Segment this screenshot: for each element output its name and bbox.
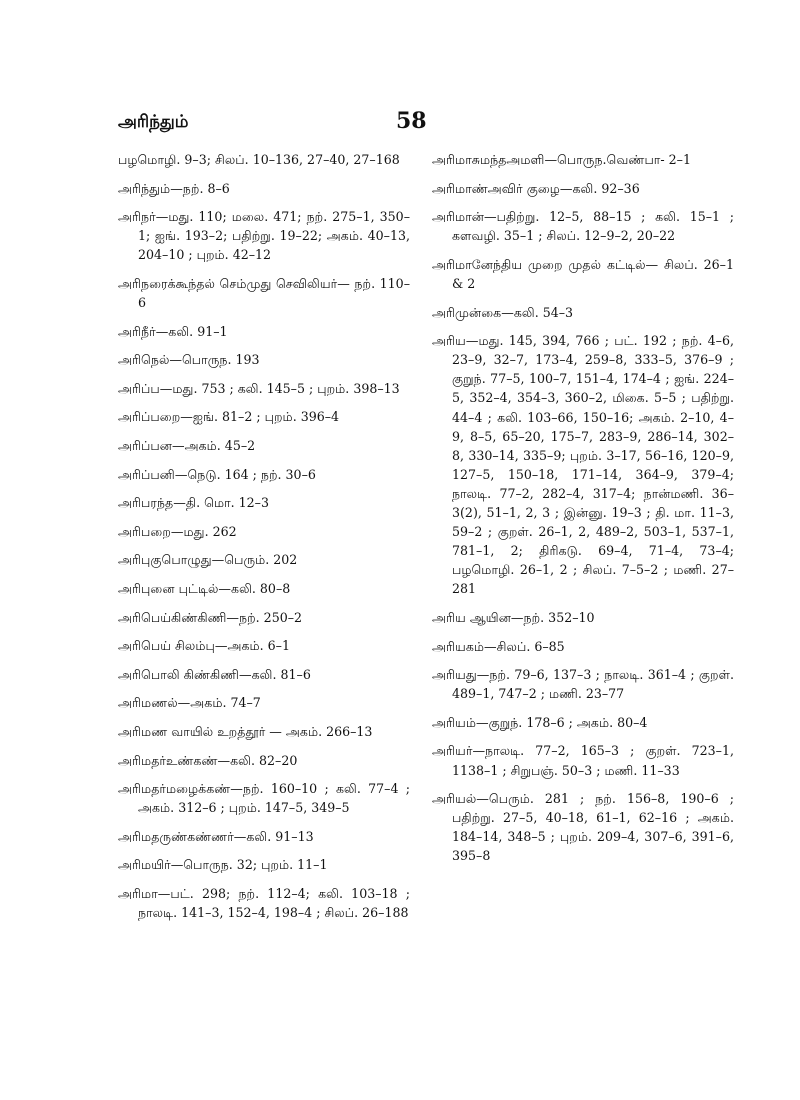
- index-entry: அரிமயிர்—பொருந. 32; புறம். 11–1: [118, 857, 328, 873]
- index-entry: அரியல்—பெரும். 281 ; நற். 156–8, 190–6 ; பதிற்று. 27–5, 40–18, 61–1, 62–16 ; அகம். 184–14, 348–5 ; புறம். 209–4, 307–6, 391–6, 395–8: [432, 791, 734, 864]
- index-entry: அரிந்தும்—நற். 8–6: [118, 180, 230, 196]
- left-column: [118, 150, 410, 932]
- index-entry: அரிப்பன—அகம். 45–2: [118, 438, 256, 454]
- index-entry: அரிமாண்அவிர் குழை—கலி. 92–36: [432, 180, 640, 196]
- index-entry: பழமொழி. 9–3; சிலப். 10–136, 27–40, 27–168: [118, 152, 400, 167]
- index-entry: அரிப்பறை—ஐங். 81–2 ; புறம். 396–4: [118, 409, 340, 425]
- index-entry: அரிநர்—மது. 110; மலை. 471; நற். 275–1, 350–1; ஐங். 193–2; பதிற்று. 19–22; அகம். 40–13, 204–10 ; புறம். 42–12: [118, 209, 410, 263]
- index-entry: அரிமாசுமந்தஅமளி—பொருந.வெண்பா- 2–1: [432, 152, 691, 167]
- index-entry: அரிபறை—மது. 262: [118, 523, 237, 539]
- right-column: [432, 150, 734, 875]
- index-entry: அரியகம்—சிலப். 6–85: [432, 638, 565, 654]
- index-entry: அரிமுன்கை—கலி. 54–3: [432, 304, 574, 320]
- index-entry: அரிமதர்மழைக்கண்—நற். 160–10 ; கலி. 77–4 ; அகம். 312–6 ; புறம். 147–5, 349–5: [118, 781, 410, 816]
- index-entry: அரிபுகுபொழுது—பெரும். 202: [118, 552, 298, 568]
- index-entry: அரிமான்—பதிற்று. 12–5, 88–15 ; கலி. 15–1 ; களவழி. 35–1 ; சிலப். 12–9–2, 20–22: [432, 209, 734, 244]
- index-entry: அரிபெய் சிலம்பு—அகம். 6–1: [118, 638, 290, 654]
- index-entry: அரிபெய்கிண்கிணி—நற். 250–2: [118, 609, 303, 625]
- index-entry: அரிபுனை புட்டில்—கலி. 80–8: [118, 581, 291, 596]
- index-entry: அரிமணல்—அகம். 74–7: [118, 695, 261, 711]
- running-head-word: அரிந்தும்: [118, 112, 189, 132]
- index-entry: அரிநெல்—பொருந. 193: [118, 352, 260, 368]
- index-entry: அரிபரந்த—தி. மொ. 12–3: [118, 495, 269, 511]
- index-entry: அரிமதருண்கண்ணர்—கலி. 91–13: [118, 828, 314, 844]
- index-entry: அரிப்பனி—நெடு. 164 ; நற். 30–6: [118, 466, 316, 482]
- page-number: 58: [396, 108, 427, 134]
- index-entry: அரிமா—பட். 298; நற். 112–4; கலி. 103–18 ; நாலடி. 141–3, 152–4, 198–4 ; சிலப். 26–188: [118, 886, 410, 921]
- index-entry: அரிப்ப—மது. 753 ; கலி. 145–5 ; புறம். 398–13: [118, 380, 400, 396]
- index-entry: அரிநீர்—கலி. 91–1: [118, 323, 228, 339]
- index-entry: அரிய ஆயின—நற். 352–10: [432, 609, 595, 625]
- index-entry: அரியர்—நாலடி. 77–2, 165–3 ; குறள். 723–1, 1138–1 ; சிறுபஞ். 50–3 ; மணி. 11–33: [432, 743, 734, 778]
- index-entry: அரிய—மது. 145, 394, 766 ; பட். 192 ; நற். 4–6, 23–9, 32–7, 173–4, 259–8, 333–5, 376–9 ; குறுந். 77–5, 100–7, 151–4, 174–4 ; ஐங். 224–5, 352–4, 354–3, 360–2, மிகை. 5–5 ; பதிற்று. 44–4 ; கலி. 103–66, 150–16; அகம். 2–10, 4–9, 8–5, 65–20, 175–7, 283–9, 286–14, 302–8, 330–14, 335–9; புறம். 3–17, 56–16, 120–9, 127–5, 150–18, 171–14, 364–9, 379–4; நாலடி. 77–2, 282–4, 317–4; நான்மணி. 36–3(2), 51–1, 2, 3 ; இன்னு. 19–3 ; தி. மா. 11–3, 59–2 ; குறள். 26–1, 2, 489–2, 503–1, 537–1, 781–1, 2; திரிகடு. 69–4, 71–4, 73–4; பழமொழி. 26–1, 2 ; சிலப். 7–5–2 ; மணி. 27–281: [432, 333, 734, 597]
- index-entry: அரிநரைக்கூந்தல் செம்முது செவிலியர்— நற். 110–6: [118, 275, 410, 311]
- index-entry: அரிமானேந்திய முறை முதல் கட்டில்— சிலப். 26–1 & 2: [432, 256, 734, 291]
- index-entry: அரியம்—குறுந். 178–6 ; அகம். 80–4: [432, 714, 648, 730]
- index-entry: அரிபொலி கிண்கிணி—கலி. 81–6: [118, 666, 311, 682]
- index-entry: அரிமதர்உண்கண்—கலி. 82–20: [118, 752, 298, 768]
- index-entry: அரியது—நற். 79–6, 137–3 ; நாலடி. 361–4 ; குறள். 489–1, 747–2 ; மணி. 23–77: [432, 667, 734, 702]
- index-entry: அரிமண வாயில் உறத்தூர் — அகம். 266–13: [118, 723, 373, 739]
